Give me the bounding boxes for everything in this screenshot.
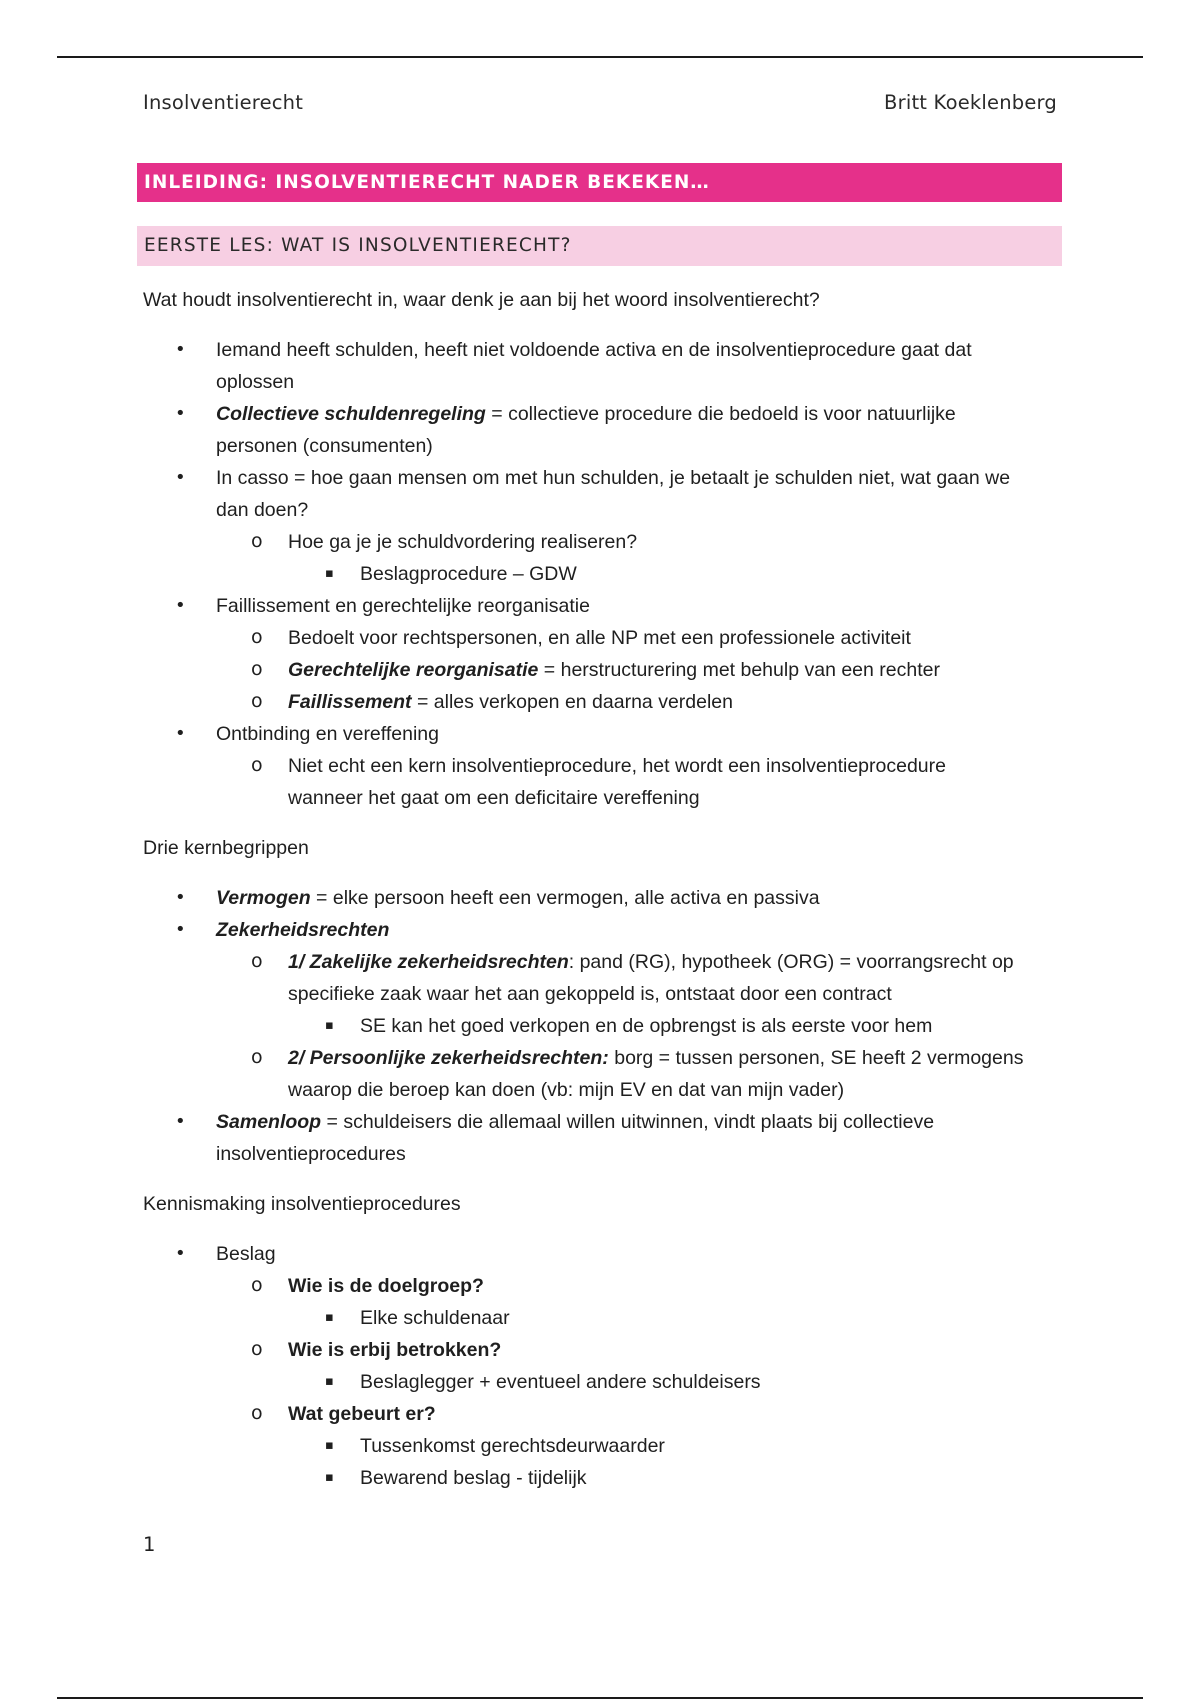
page-number: 1: [143, 1533, 156, 1556]
bullet-marker: ▪: [325, 1470, 334, 1485]
item-text: = elke persoon heeft een vermogen, alle activa en passiva: [310, 887, 820, 909]
bullet-marker: o: [251, 754, 263, 776]
list-item: [137, 946, 1062, 1010]
item-text: Hoe ga je je schuldvordering realiseren?: [288, 531, 638, 553]
bullet-marker: •: [175, 467, 186, 488]
term: Samenloop: [216, 1111, 322, 1133]
item-text: : pand (RG), hypotheek (ORG) = voorrangsrecht op: [568, 951, 1014, 973]
term: Vermogen: [216, 887, 311, 909]
list-item: [137, 622, 1062, 654]
list-item: [137, 1462, 1062, 1494]
list-item: [137, 1398, 1062, 1430]
list-item: [137, 334, 1062, 398]
bullet-marker: o: [251, 1338, 263, 1360]
list-item: [137, 526, 1062, 558]
item-text: Wat gebeurt er?: [288, 1403, 436, 1425]
item-text: oplossen: [216, 371, 295, 393]
item-text: Iemand heeft schulden, heeft niet voldoende activa en de insolventieprocedure gaat dat: [216, 339, 972, 361]
item-text: personen (consumenten): [216, 435, 433, 457]
list-item: [137, 1430, 1062, 1462]
bullet-marker: o: [251, 1274, 263, 1296]
bullet-marker: o: [251, 950, 263, 972]
item-text: Niet echt een kern insolventieprocedure, het wordt een insolventieprocedure: [288, 755, 946, 777]
item-text: Bewarend beslag - tijdelijk: [360, 1467, 587, 1489]
bullet-marker: •: [175, 403, 186, 424]
list-item: [137, 686, 1062, 718]
bullet-marker: o: [251, 626, 263, 648]
section-title: Drie kernbegrippen: [143, 837, 309, 859]
bullet-marker: o: [251, 530, 263, 552]
list-item: [137, 654, 1062, 686]
list-item: [137, 1042, 1062, 1106]
list-item: [137, 1366, 1062, 1398]
heading-1: INLEIDING: INSOLVENTIERECHT NADER BEKEKEN…: [137, 163, 1062, 202]
document-body: [137, 163, 1062, 1512]
list-item: [137, 1010, 1062, 1042]
list-item: [137, 750, 1062, 814]
item-text: Ontbinding en vereffening: [216, 723, 439, 745]
bullet-marker: ▪: [325, 1018, 334, 1033]
list-item: [137, 1270, 1062, 1302]
list-item: [137, 718, 1062, 750]
bullet-marker: ▪: [325, 1438, 334, 1453]
list-item: [137, 398, 1062, 462]
bullet-marker: ▪: [325, 1374, 334, 1389]
bullet-marker: •: [175, 1111, 186, 1132]
item-text: SE kan het goed verkopen en de opbrengst is als eerste voor hem: [360, 1015, 933, 1037]
list-item: [137, 882, 1062, 914]
list-section1: [137, 334, 1062, 814]
bullet-marker: •: [175, 339, 186, 360]
term: Gerechtelijke reorganisatie: [288, 659, 539, 681]
list-item: [137, 558, 1062, 590]
item-text: Elke schuldenaar: [360, 1307, 510, 1329]
item-text: = alles verkopen en daarna verdelen: [411, 691, 733, 713]
item-text: = herstructurering met behulp van een rechter: [538, 659, 940, 681]
section-title: Kennismaking insolventieprocedures: [143, 1193, 461, 1215]
bullet-marker: •: [175, 595, 186, 616]
bullet-marker: •: [175, 887, 186, 908]
term: 1/ Zakelijke zekerheidsrechten: [288, 951, 569, 973]
item-text: specifieke zaak waar het aan gekoppeld is, ontstaat door een contract: [288, 983, 892, 1005]
list-item: [137, 1238, 1062, 1270]
bullet-marker: o: [251, 1046, 263, 1068]
list-item: [137, 1106, 1062, 1170]
list-item: [137, 1302, 1062, 1334]
bottom-rule: [57, 1697, 1143, 1699]
list-section2: [137, 882, 1062, 1170]
heading-2: EERSTE LES: WAT IS INSOLVENTIERECHT?: [137, 226, 1062, 266]
top-rule: [57, 56, 1143, 58]
item-text: = collectieve procedure die bedoeld is voor natuurlijke: [485, 403, 956, 425]
item-text: Tussenkomst gerechtsdeurwaarder: [360, 1435, 665, 1457]
bullet-marker: ▪: [325, 566, 334, 581]
item-text: Wie is de doelgroep?: [288, 1275, 484, 1297]
header-course-title: Insolventierecht: [143, 91, 304, 114]
item-text: Beslagprocedure – GDW: [360, 563, 577, 585]
list-item: [137, 1334, 1062, 1366]
item-text: Beslaglegger + eventueel andere schuldeisers: [360, 1371, 761, 1393]
item-text: In casso = hoe gaan mensen om met hun schulden, je betaalt je schulden niet, wat gaan we: [216, 467, 1011, 489]
item-text: Wie is erbij betrokken?: [288, 1339, 502, 1361]
intro-question: Wat houdt insolventierecht in, waar denk je aan bij het woord insolventierecht?: [143, 289, 820, 311]
term: 2/ Persoonlijke zekerheidsrechten:: [288, 1047, 609, 1069]
list-item: [137, 914, 1062, 946]
item-text: Beslag: [216, 1243, 276, 1265]
item-text: Faillissement en gerechtelijke reorganisatie: [216, 595, 590, 617]
bullet-marker: o: [251, 1402, 263, 1424]
term: Zekerheidsrechten: [216, 919, 390, 941]
item-text: wanneer het gaat om een deficitaire vereffening: [288, 787, 700, 809]
term: Faillissement: [288, 691, 412, 713]
bullet-marker: •: [175, 1243, 186, 1264]
item-text: Bedoelt voor rechtspersonen, en alle NP met een professionele activiteit: [288, 627, 911, 649]
list-section3: [137, 1238, 1062, 1494]
bullet-marker: o: [251, 658, 263, 680]
bullet-marker: o: [251, 690, 263, 712]
term: Collectieve schuldenregeling: [216, 403, 486, 425]
item-text: insolventieprocedures: [216, 1143, 406, 1165]
bullet-marker: •: [175, 919, 186, 940]
item-text: borg = tussen personen, SE heeft 2 vermogens: [608, 1047, 1024, 1069]
item-text: waarop die beroep kan doen (vb: mijn EV en dat van mijn vader): [288, 1079, 845, 1101]
item-text: dan doen?: [216, 499, 309, 521]
list-item: [137, 462, 1062, 526]
header-author: Britt Koeklenberg: [884, 91, 1057, 114]
bullet-marker: ▪: [325, 1310, 334, 1325]
list-item: [137, 590, 1062, 622]
item-text: = schuldeisers die allemaal willen uitwinnen, vindt plaats bij collectieve: [321, 1111, 935, 1133]
bullet-marker: •: [175, 723, 186, 744]
